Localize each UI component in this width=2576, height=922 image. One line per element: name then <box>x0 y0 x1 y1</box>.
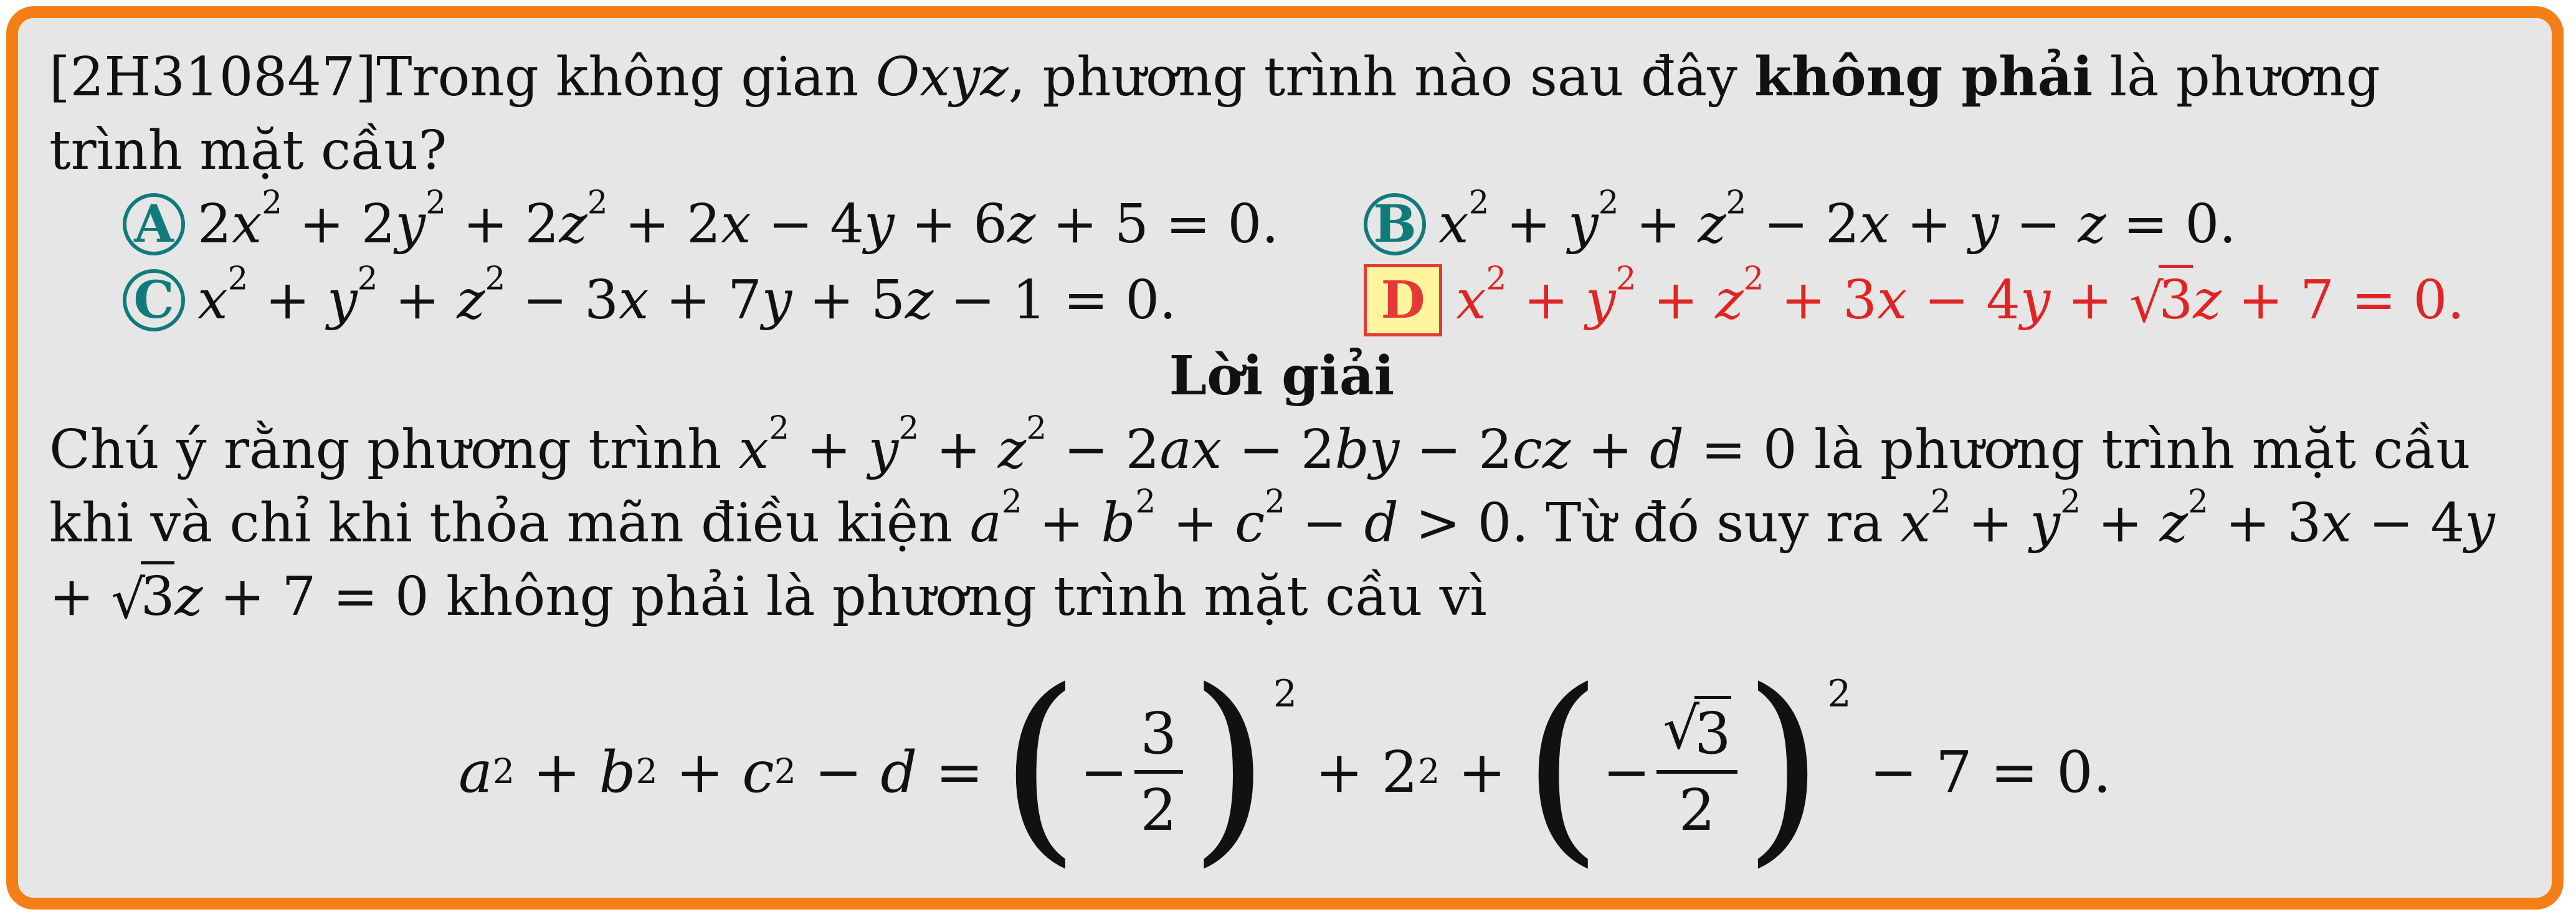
question-card <box>6 6 2564 910</box>
solution-heading: Lời giải <box>1169 345 1395 407</box>
option-d-letter-correct: D <box>1364 264 1442 336</box>
options-row-1 <box>49 184 2514 264</box>
option-a[interactable] <box>123 184 1279 261</box>
given-equation: $x^2 + y^2 + z^2 + 3x - 4y$ + √ 3z + 7 = 0 <box>49 483 2495 631</box>
question-text: [2H310847]Trong không gian Oxyz, phương trình nào sau đây không phải là phương trình mặt cầu? <box>49 45 2380 182</box>
option-c-letter: C <box>123 269 185 331</box>
options-row-2 <box>49 260 2514 340</box>
solution-paragraph: Chú ý rằng phương trình $x^2 + y^2 + z^2 - 2ax - 2by - 2cz + d = 0$ là phương trình mặt cầu khi và chỉ khi thỏa mãn điều kiện $a^2 + b^2 + c^2 - d > 0$. Từ đó suy ra $x^2 + y^2 + z^2 + 3x - 4y$ + √ 3z + 7 = 0 không phải là phương trình mặt cầu vì <box>49 409 2495 631</box>
sphere-condition: $a^2 + b^2 + c^2 - d > 0$ <box>969 483 1512 554</box>
option-b-letter: B <box>1364 193 1426 255</box>
right-paren: ) <box>1189 646 1270 885</box>
option-b[interactable] <box>1364 184 2236 261</box>
option-d[interactable] <box>1364 260 2464 337</box>
coordinate-space: Oxyz <box>875 46 1009 108</box>
option-d-equation: $x^2 + y^2 + z^2 + 3x - 4y$ + √ 3z + 7 = 0. <box>1456 260 2464 335</box>
option-a-equation: $2x^2 + 2y^2 + 2z^2 + 2x - 4y + 6z + 5 = 0$. <box>197 184 1279 255</box>
left-paren: ( <box>999 646 1080 885</box>
general-sphere-equation: $x^2 + y^2 + z^2 - 2ax - 2by - 2cz + d = 0$ <box>738 409 1797 481</box>
question-emphasis: không phải <box>1754 45 2093 108</box>
left-paren: ( <box>1522 646 1603 885</box>
option-a-letter: A <box>123 193 185 255</box>
display-equation: a 2 + b 2 + c 2 − d = ( − $\frac{3}{2}$ ) 2 + 2 2 + ( − √ 3 2 ) 2 − 7 = 0. <box>459 646 2111 885</box>
right-paren: ) <box>1743 646 1824 885</box>
fraction-root3-halves: √ 3 2 <box>1656 702 1737 842</box>
fraction-three-halves: $\frac{3}{2}$ <box>1134 702 1184 842</box>
option-c-equation: $x^2 + y^2 + z^2 - 3x + 7y + 5z - 1 = 0$. <box>197 260 1177 331</box>
option-b-equation: $x^2 + y^2 + z^2 - 2x + y - z = 0$. <box>1438 184 2236 255</box>
question-code: [2H310847] <box>49 46 377 108</box>
option-c[interactable] <box>123 260 1177 337</box>
